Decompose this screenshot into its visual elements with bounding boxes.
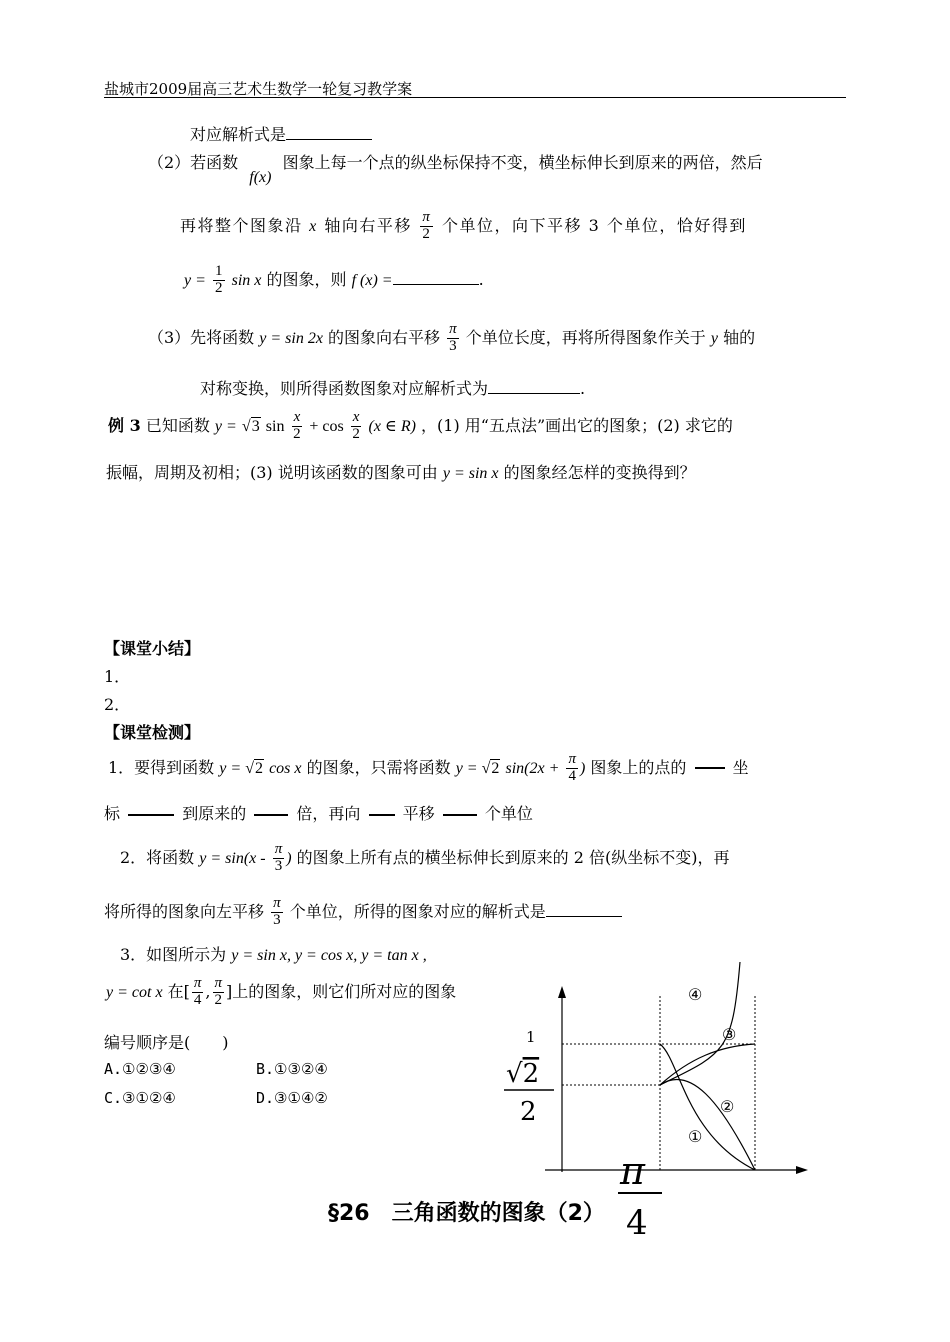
check-q3-cot: y = cot x (106, 983, 163, 1001)
check-q1-f2b: sin(2x + (505, 759, 560, 777)
label-4: 4 (626, 1203, 648, 1243)
option-c: C.③①②④ (104, 1089, 176, 1107)
q3-period: . (580, 379, 586, 398)
check-q3-a: 3．如图所示为 (120, 945, 227, 964)
check-q1-frac-pi-4: $\frac{\pi}{4}$ (568, 751, 576, 784)
q2-text2b: 轴向右平移 (324, 215, 412, 235)
page-header: 盐城市2009届高三艺术生数学一轮复习教学案 (104, 80, 413, 98)
q3-text3: 轴的 (723, 327, 756, 347)
example3-line2b: 的图象经怎样的变换得到？ (503, 463, 696, 482)
q3-line2 (200, 376, 585, 399)
check-q2-frac-pi-3-b: $\frac{\pi}{3}$ (273, 895, 281, 928)
q2-text2c: 个单位，向下平移 3 个单位，恰好得到 (442, 215, 747, 235)
section-title: §26 三角函数的图象（2） (328, 1201, 605, 1226)
check-q2-line2b: 个单位，所得的图象对应的解析式是 (289, 901, 546, 921)
q2-text2a: 再将整个图象沿 (180, 215, 303, 235)
check-q1-blank-3 (254, 814, 288, 816)
q2-x: x (309, 217, 318, 235)
check-q1-f2: y = (455, 759, 482, 777)
check-q2-line2 (104, 896, 622, 929)
label-1: 1 (526, 1028, 536, 1046)
q2-text3a: 的图象，则 (266, 269, 347, 289)
label-2: 2 (520, 1097, 537, 1127)
check-q1-c: 图象上的点的 (590, 757, 687, 777)
check-q1-line2a: 标 (104, 804, 121, 823)
example3-text1: 已知函数 (145, 415, 210, 435)
check-q2-f1: y = sin(x - (199, 849, 266, 867)
check-q1-f1b: cos x (269, 759, 302, 777)
curve-2 (660, 1079, 755, 1170)
summary-item-1: 1． (104, 667, 131, 686)
curve-label-4: ④ (688, 985, 703, 1004)
answer-prompt: 对应解析式是 (190, 125, 287, 144)
example3-line1 (108, 410, 733, 443)
option-a: A.①②③④ (104, 1060, 176, 1078)
q2-number: （2）若函数 (148, 153, 239, 172)
label-pi: π (620, 1149, 645, 1193)
q2-blank (393, 284, 479, 285)
check-q1-line2e: 个单位 (484, 804, 533, 823)
q3-number: （3）先将函数 (148, 327, 255, 347)
check-q2-frac-pi-3: $\frac{\pi}{3}$ (274, 841, 283, 874)
example3-line2-func: y = sin x (442, 465, 499, 482)
check-q1-a: 1．要得到函数 (108, 757, 215, 777)
q2-fx: f(x) (249, 169, 272, 186)
check-q1-blank-2 (128, 814, 174, 816)
check-q3-line2 (106, 976, 456, 1009)
example3-frac-x-2-a: $\frac{x}{2}$ (293, 409, 301, 442)
example3-line2a: 振幅，周期及初相；(3) 说明该函数的图象可由 (106, 463, 438, 482)
q3-y: y (710, 329, 718, 347)
example3-sqrt3: √3 (241, 417, 260, 435)
check-q3-frac-pi-2: $\frac{\pi}{2}$ (214, 975, 223, 1008)
curve-1 (660, 1044, 755, 1170)
check-q3-frac-pi-4: $\frac{\pi}{4}$ (193, 975, 202, 1008)
summary-heading: 【课堂小结】 (104, 639, 201, 658)
q2-sinx: sin x (231, 271, 262, 289)
check-q1-blank-5 (443, 814, 477, 816)
q2-y: y = (184, 271, 206, 289)
check-q1-blank-4 (369, 814, 395, 816)
check-q1-b: 的图象，只需将函数 (306, 757, 451, 777)
line-answer-top (190, 122, 372, 145)
example3-plus-cos: + cos (309, 417, 344, 435)
check-q2-blank (546, 916, 622, 917)
check-q3-line1 (120, 942, 427, 965)
header-rule (104, 97, 846, 98)
q3-line1 (148, 322, 755, 355)
q2-frac-1-2: $\frac{1}{2}$ (215, 263, 223, 296)
example3-label: 例 3 (108, 415, 141, 435)
example3-sin: sin (265, 417, 285, 435)
check-q2-line2a: 将所得的图象向左平移 (104, 901, 265, 921)
curve-label-3: ③ (722, 1025, 737, 1044)
check-q1-f2c: ) (580, 759, 586, 777)
check-q2-a: 2．将函数 (120, 847, 195, 867)
y-axis-arrow (558, 986, 566, 998)
curve-4 (660, 962, 740, 1085)
label-sqrt2: √2 (506, 1059, 540, 1089)
example3-domain: (x ∈ R) (368, 417, 416, 435)
q3-blank (488, 393, 580, 394)
example3-y: y = (214, 417, 237, 435)
example3-frac-x-2-b: $\frac{x}{2}$ (352, 409, 360, 442)
q3-line2-text: 对称变换，则所得函数图象对应解析式为 (200, 379, 489, 398)
q2-fx-eq: f (x) = (351, 271, 393, 289)
check-q1-d: 坐 (732, 757, 749, 777)
check-heading: 【课堂检测】 (104, 723, 201, 742)
check-q2-line1 (120, 842, 729, 875)
check-q1-line2d: 平移 (402, 804, 435, 823)
check-q3-line3: 编号顺序是( ) (104, 1033, 229, 1052)
q2-line3 (184, 264, 484, 297)
check-q2-b: 的图象上所有点的横坐标伸长到原来的 2 倍(纵坐标不变)，再 (296, 847, 730, 867)
option-d: D.③①④② (256, 1089, 328, 1107)
answer-blank (286, 139, 372, 140)
q2-line1 (148, 150, 763, 186)
curve-label-1: ① (688, 1127, 703, 1146)
q2-frac-pi-2: $\frac{\pi}{2}$ (422, 209, 432, 242)
check-q3-line2c: ]上的图象，则它们所对应的图象 (226, 981, 457, 1001)
option-b: B.①③②④ (256, 1060, 328, 1078)
check-q3-comma: , (205, 981, 211, 1001)
check-q1-line2b: 到原来的 (182, 804, 247, 823)
check-q3-line2b: 在[ (167, 981, 190, 1001)
check-q1-f1: y = (219, 759, 246, 777)
summary-item-2: 2． (104, 695, 131, 714)
check-q1-line2c: 倍，再向 (296, 804, 361, 823)
example3-text2: ，(1) 用“五点法”画出它的图象；(2) 求它的 (421, 415, 733, 435)
example3-line2 (106, 460, 696, 483)
check-q1-line1 (108, 752, 749, 785)
q2-text1: 图象上每一个点的纵坐标保持不变，横坐标伸长到原来的两倍，然后 (282, 153, 763, 172)
check-q1-sqrt2-a: √2 (245, 759, 263, 777)
x-axis-arrow (796, 1166, 808, 1174)
check-q1-sqrt2-b: √2 (481, 759, 500, 777)
curve-3 (660, 1044, 755, 1085)
check-q1-line2 (104, 801, 533, 824)
q3-text1: 的图象向右平移 (328, 327, 441, 347)
check-q2-f1c: ) (286, 849, 292, 867)
q2-period: . (478, 269, 484, 289)
curve-label-2: ② (720, 1097, 735, 1116)
q2-line2 (180, 210, 747, 243)
q3-func: y = sin 2x (259, 329, 323, 347)
q3-text2: 个单位长度，再将所得图象作关于 (465, 327, 706, 347)
check-q1-blank-1 (695, 767, 725, 769)
check-q3-funcs: y = sin x, y = cos x, y = tan x , (231, 947, 427, 964)
q3-frac-pi-3: $\frac{\pi}{3}$ (449, 321, 457, 354)
